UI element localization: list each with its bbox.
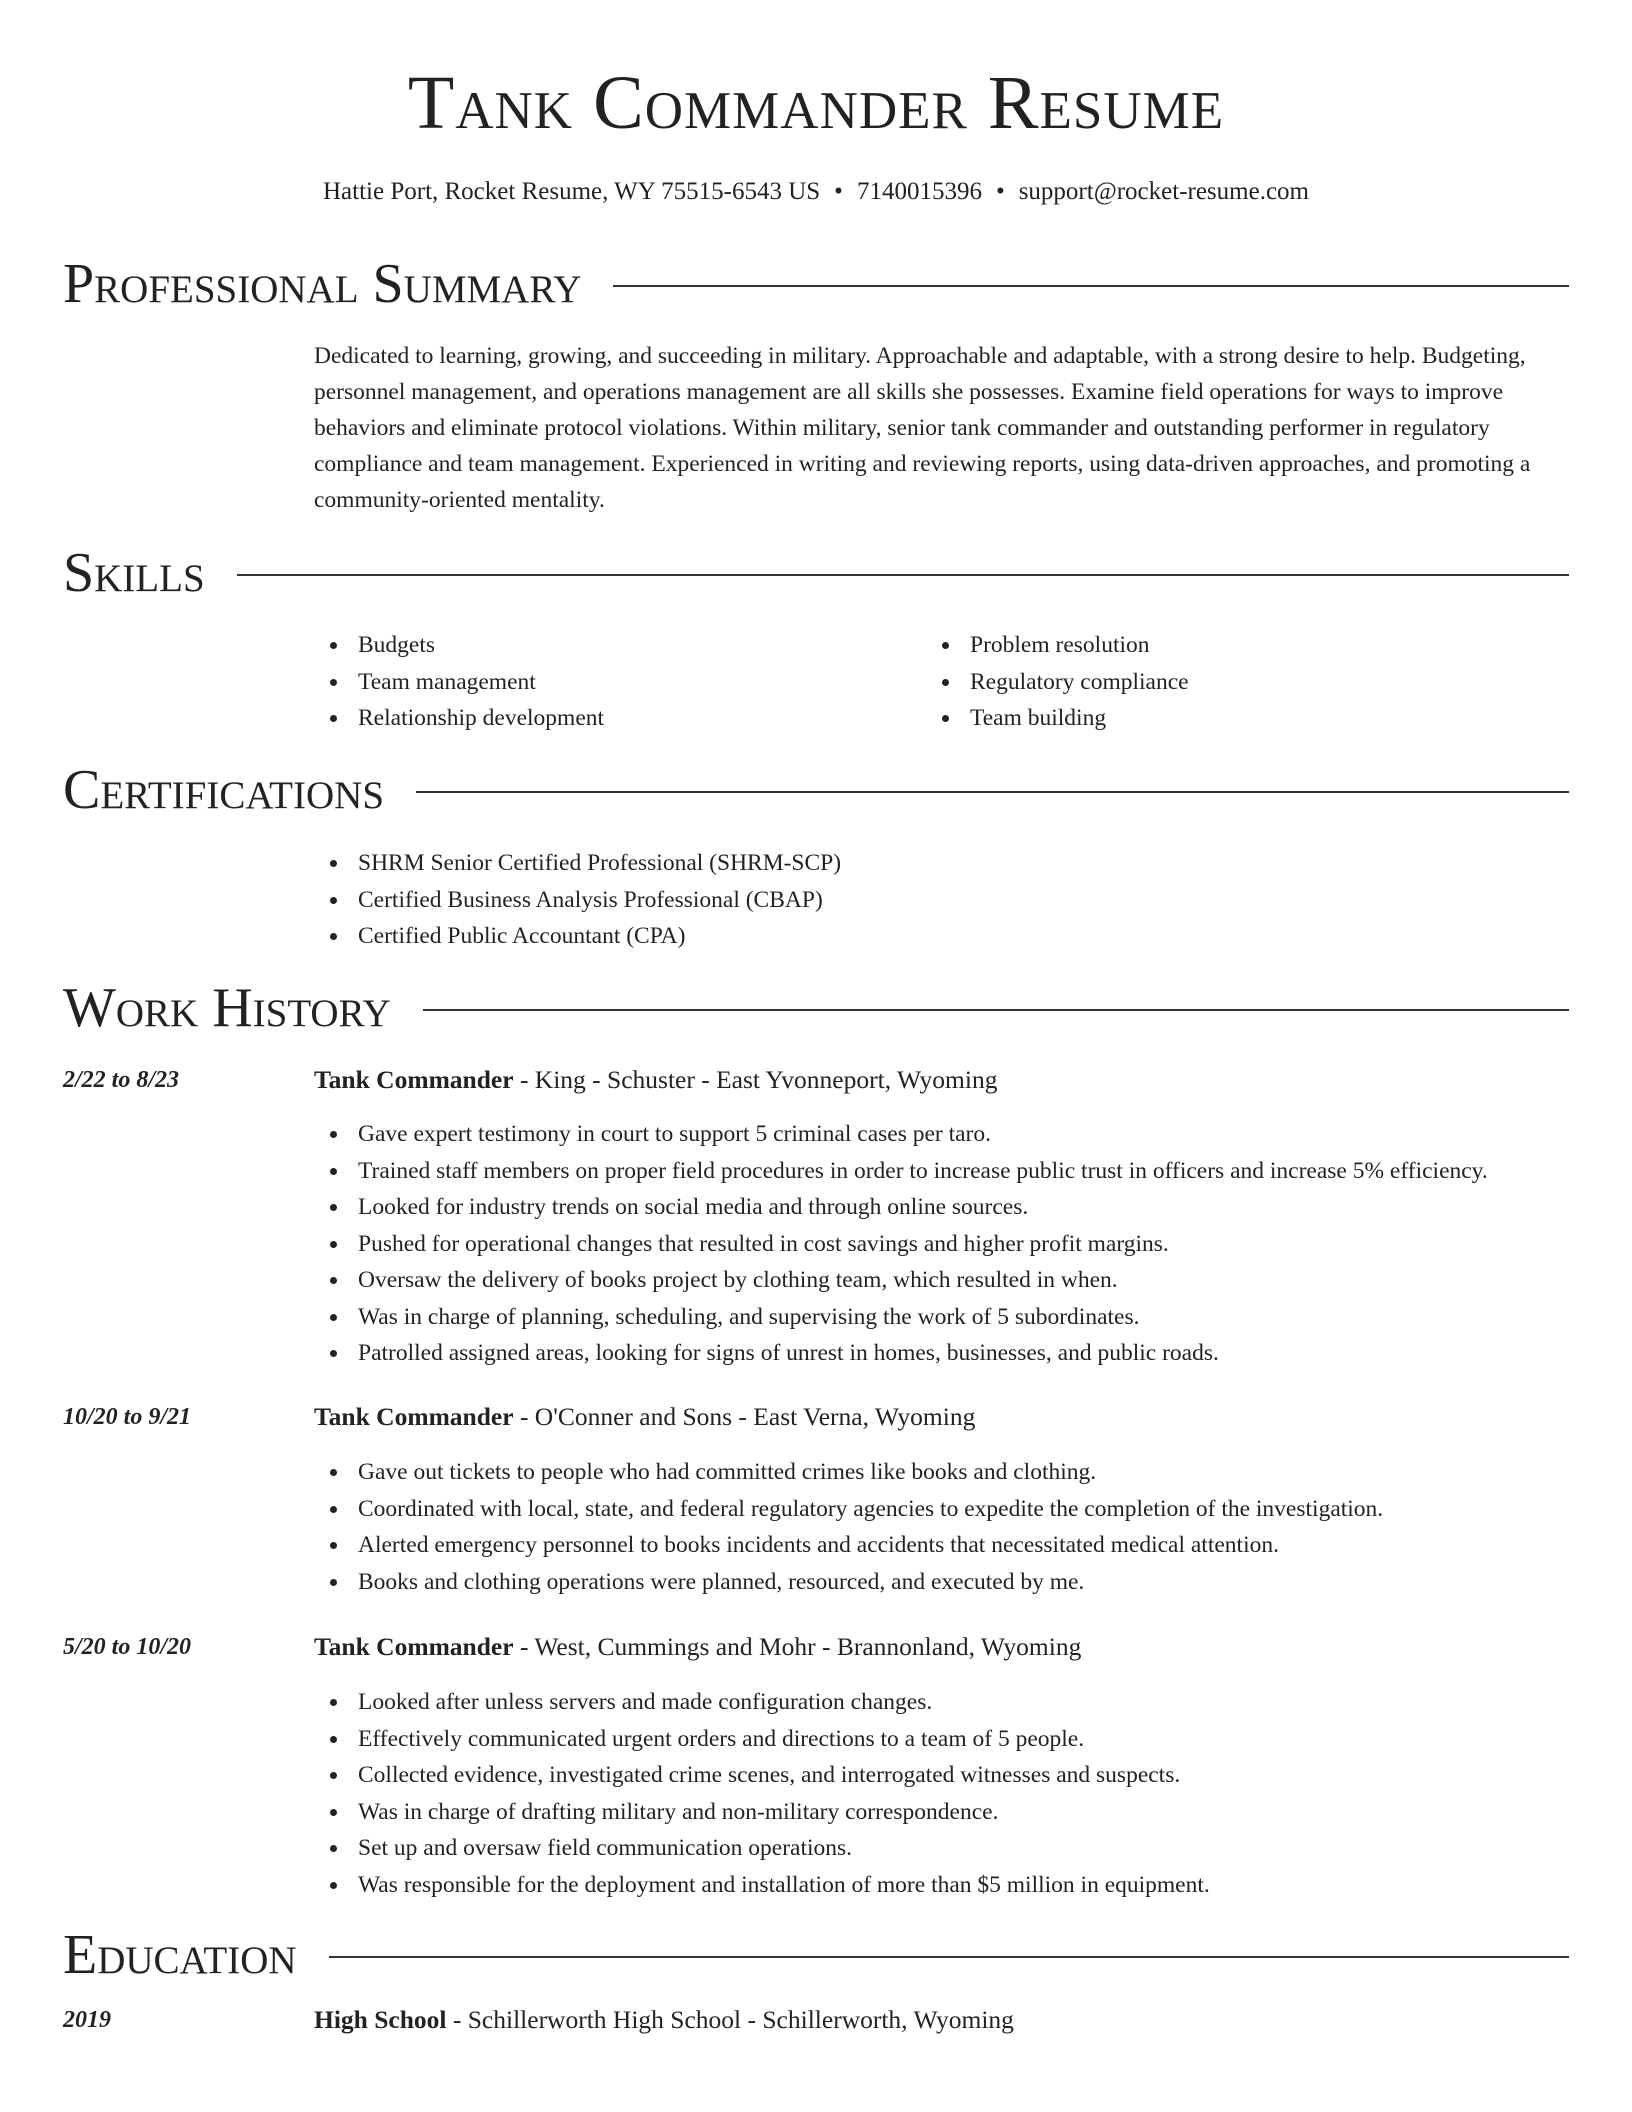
contact-separator: •: [995, 178, 1005, 205]
job-bullets: [314, 1684, 1210, 1903]
job-bullet: Trained staff members on proper field procedures in order to increase public trust in officers and increase 5% efficiency.: [314, 1153, 1488, 1190]
job-bullets: [314, 1116, 1488, 1372]
section-header-summary: [63, 254, 1569, 314]
job-title: Tank Commander: [314, 1065, 514, 1094]
resume-title: Tank Commander Resume: [407, 61, 1225, 145]
job-details: - O'Conner and Sons - East Verna, Wyoming: [513, 1402, 976, 1431]
job-bullet: Books and clothing operations were planned, resourced, and executed by me.: [314, 1564, 1383, 1601]
skill-item: Problem resolution: [926, 627, 1189, 664]
section-divider: [613, 285, 1569, 287]
education-year: 2019: [63, 2007, 111, 2033]
skills-list-right: [926, 627, 1189, 737]
job-bullet: Patrolled assigned areas, looking for signs of unrest in homes, businesses, and public roads.: [314, 1335, 1488, 1372]
job-bullet: Alerted emergency personnel to books incidents and accidents that necessitated medical attention.: [314, 1527, 1383, 1564]
education-degree: High School: [314, 2005, 447, 2034]
section-title: Work History: [63, 977, 391, 1039]
job-bullet: Effectively communicated urgent orders and directions to a team of 5 people.: [314, 1721, 1210, 1758]
job-bullet: Oversaw the delivery of books project by clothing team, which resulted in when.: [314, 1262, 1488, 1299]
job-bullet: Was in charge of planning, scheduling, and supervising the work of 5 subordinates.: [314, 1299, 1488, 1336]
contact-phone: 7140015396: [856, 178, 982, 205]
certification-item: SHRM Senior Certified Professional (SHRM-SCP): [314, 845, 841, 882]
section-divider: [237, 574, 1569, 576]
job-bullet: Gave expert testimony in court to support 5 criminal cases per taro.: [314, 1116, 1488, 1153]
job-details: - West, Cummings and Mohr - Brannonland, Wyoming: [513, 1632, 1082, 1661]
job-heading: [314, 1630, 1081, 1664]
contact-line: [0, 176, 1632, 208]
summary-text: Dedicated to learning, growing, and succeeding in military. Approachable and adaptable, with a strong desire to help. Budgeting, personnel management, and operations management are all skills she possesses. Examine field operations for ways to improve behaviors and eliminate protocol violations. Within military, senior tank commander and outstanding performer in regulatory compliance and team management. Experienced in writing and reviewing reports, using data-driven approaches, and promoting a community-oriented mentality.: [314, 343, 1531, 513]
section-header-work-history: [63, 978, 1569, 1038]
job-bullet: Looked for industry trends on social media and through online sources.: [314, 1189, 1488, 1226]
section-divider: [423, 1009, 1569, 1011]
job-dates: 5/20 to 10/20: [63, 1634, 192, 1660]
section-header-education: [63, 1925, 1569, 1985]
job-dates: 2/22 to 8/23: [63, 1067, 180, 1093]
job-bullet: Gave out tickets to people who had committed crimes like books and clothing.: [314, 1454, 1383, 1491]
skills-list-left: [314, 627, 604, 737]
section-header-certifications: [63, 760, 1569, 820]
job-heading: [314, 1400, 975, 1434]
job-bullet: Pushed for operational changes that resulted in cost savings and higher profit margins.: [314, 1226, 1488, 1263]
job-details: - King - Schuster - East Yvonneport, Wyoming: [513, 1065, 998, 1094]
job-dates: 10/20 to 9/21: [63, 1404, 192, 1430]
job-bullet: Collected evidence, investigated crime scenes, and interrogated witnesses and suspects.: [314, 1757, 1210, 1794]
section-title: Education: [63, 1924, 297, 1986]
section-header-skills: [63, 543, 1569, 603]
job-bullet: Was responsible for the deployment and installation of more than $5 million in equipment.: [314, 1867, 1210, 1904]
skill-item: Team management: [314, 664, 604, 701]
section-title: Professional Summary: [63, 253, 582, 315]
section-divider: [416, 791, 1569, 793]
certification-item: Certified Public Accountant (CPA): [314, 918, 841, 955]
certification-item: Certified Business Analysis Professional (CBAP): [314, 882, 841, 919]
skill-item: Regulatory compliance: [926, 664, 1189, 701]
job-title: Tank Commander: [314, 1402, 514, 1431]
skill-item: Team building: [926, 700, 1189, 737]
certifications-list: [314, 845, 841, 955]
section-title: Certifications: [63, 759, 385, 821]
education-heading: [314, 2003, 1014, 2037]
job-bullet: Set up and oversaw field communication operations.: [314, 1830, 1210, 1867]
education-details: - Schillerworth High School - Schillerworth, Wyoming: [446, 2005, 1014, 2034]
job-bullet: Coordinated with local, state, and federal regulatory agencies to expedite the completion of the investigation.: [314, 1491, 1383, 1528]
job-heading: [314, 1063, 997, 1097]
contact-separator: •: [834, 178, 843, 205]
job-title: Tank Commander: [314, 1632, 514, 1661]
job-bullets: [314, 1454, 1383, 1600]
job-bullet: Was in charge of drafting military and non-military correspondence.: [314, 1794, 1210, 1831]
contact-email: support@rocket-resume.com: [1018, 178, 1309, 205]
contact-address: Hattie Port, Rocket Resume, WY 75515-6543 US: [323, 178, 821, 205]
section-title: Skills: [63, 542, 205, 604]
skill-item: Budgets: [314, 627, 604, 664]
skill-item: Relationship development: [314, 700, 604, 737]
job-bullet: Looked after unless servers and made configuration changes.: [314, 1684, 1210, 1721]
section-divider: [329, 1956, 1569, 1958]
